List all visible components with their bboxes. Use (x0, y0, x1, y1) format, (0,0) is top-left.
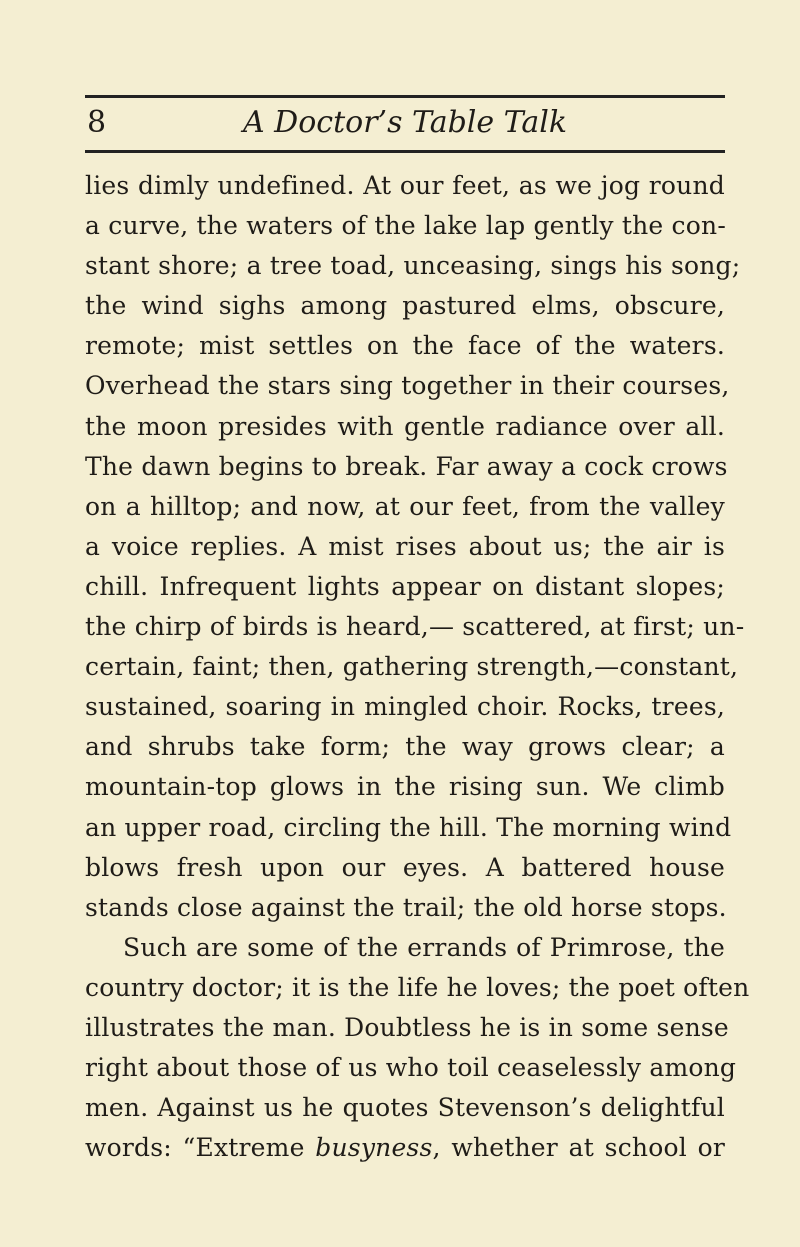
text-line: right about those of us who toil ceaselessly among (85, 1053, 737, 1083)
paragraph-first-line: Such are some of the errands of Primrose, the (123, 932, 725, 962)
text-line-last (85, 1128, 725, 1168)
page-header (85, 103, 725, 147)
text-line: lies dimly undefined. At our feet, as we jog round (85, 171, 725, 200)
text-line: stands close against the trail; the old horse stops. (85, 892, 727, 922)
text-line: chill. Infrequent lights appear on distant slopes; (85, 571, 725, 601)
text-line: on a hilltop; and now, at our feet, from the valley (85, 491, 725, 521)
text-line: a curve, the waters of the lake lap gently the con- (85, 211, 726, 241)
text-line: the chirp of birds is heard,— scattered, at first; un- (85, 612, 745, 642)
header-rule-bottom (85, 150, 725, 153)
text-line: mountain-top glows in the rising sun. We climb (85, 772, 725, 802)
text-line: sustained, soaring in mingled choir. Rocks, trees, (85, 692, 725, 722)
text-line: The dawn begins to break. Far away a cock crows (85, 451, 728, 481)
running-title: A Doctor’s Table Talk (242, 105, 568, 140)
text-segment: , whether at school or (432, 1133, 725, 1163)
text-segment: words: “Extreme (85, 1133, 316, 1163)
text-line: the wind sighs among pastured elms, obscure, (85, 291, 725, 321)
text-line: an upper road, circling the hill. The morning wind (85, 812, 732, 842)
header-rule-top (85, 95, 725, 98)
text-line: Overhead the stars sing together in their courses, (85, 371, 730, 401)
text-line: men. Against us he quotes Stevenson’s delightful (85, 1093, 725, 1123)
page-number: 8 (87, 105, 107, 140)
text-line: blows fresh upon our eyes. A battered house (85, 852, 725, 882)
text-line: a voice replies. A mist rises about us; the air is (85, 531, 725, 561)
emphasized-word: busyness (315, 1133, 433, 1163)
text-line: the moon presides with gentle radiance over all. (85, 411, 725, 441)
text-line: certain, faint; then, gathering strength,—constant, (85, 652, 739, 682)
text-line: and shrubs take form; the way grows clear; a (85, 732, 725, 762)
text-line: country doctor; it is the life he loves; the poet often (85, 972, 750, 1002)
text-line: remote; mist settles on the face of the waters. (85, 331, 725, 361)
text-line: stant shore; a tree toad, unceasing, sings his song; (85, 251, 741, 281)
text-line: illustrates the man. Doubtless he is in some sense (85, 1012, 729, 1042)
body-text (85, 166, 750, 1168)
